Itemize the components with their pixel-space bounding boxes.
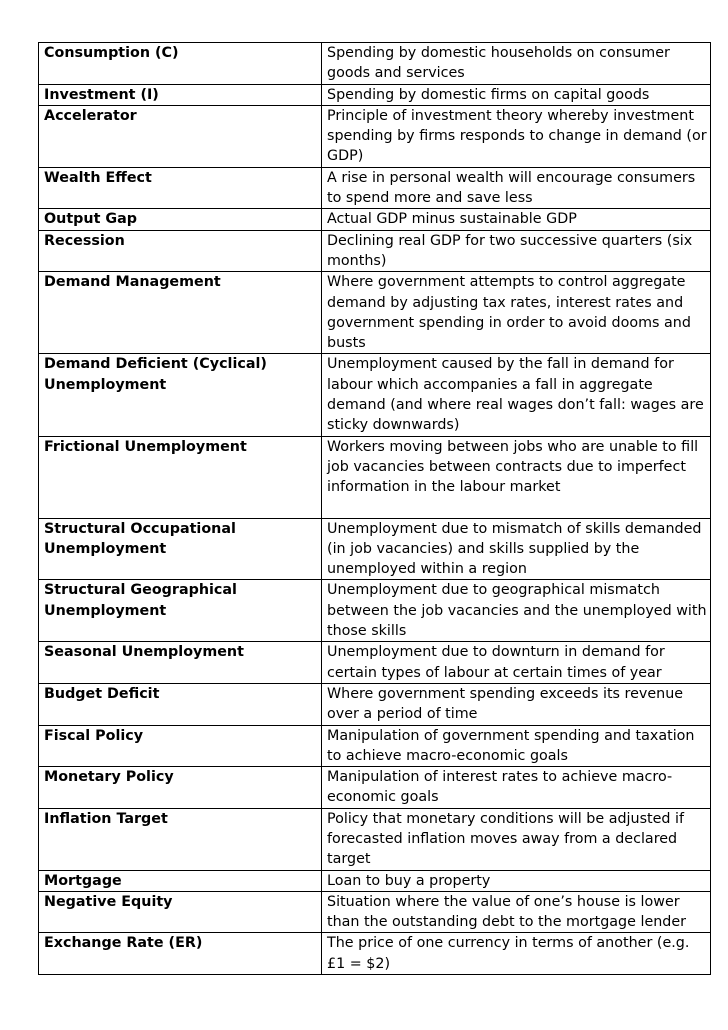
table-row <box>39 642 711 684</box>
table-row <box>39 436 711 518</box>
term-cell: Fiscal Policy <box>39 725 322 767</box>
term-cell: Seasonal Unemployment <box>39 642 322 684</box>
term-cell: Structural Occupational Unemployment <box>39 518 322 580</box>
table-row <box>39 84 711 105</box>
term-cell: Structural Geographical Unemployment <box>39 580 322 642</box>
table-row <box>39 230 711 272</box>
table-row <box>39 580 711 642</box>
glossary-body <box>39 43 711 975</box>
definition-cell: Situation where the value of one’s house is lower than the outstanding debt to the mortgage lender <box>322 891 711 933</box>
term-cell: Inflation Target <box>39 808 322 870</box>
table-row <box>39 167 711 209</box>
definition-cell: Where government attempts to control aggregate demand by adjusting tax rates, interest rates and government spending in order to avoid dooms and busts <box>322 272 711 354</box>
definition-cell: A rise in personal wealth will encourage consumers to spend more and save less <box>322 167 711 209</box>
definition-cell: Spending by domestic households on consumer goods and services <box>322 43 711 85</box>
glossary-table <box>38 42 711 975</box>
term-cell: Output Gap <box>39 209 322 230</box>
definition-cell: Unemployment due to downturn in demand for certain types of labour at certain times of year <box>322 642 711 684</box>
table-row <box>39 870 711 891</box>
term-cell: Demand Management <box>39 272 322 354</box>
table-row <box>39 105 711 167</box>
definition-cell: Unemployment due to geographical mismatch between the job vacancies and the unemployed with those skills <box>322 580 711 642</box>
definition-cell: Manipulation of government spending and taxation to achieve macro-economic goals <box>322 725 711 767</box>
definition-cell: Where government spending exceeds its revenue over a period of time <box>322 683 711 725</box>
definition-cell: Policy that monetary conditions will be adjusted if forecasted inflation moves away from a declared target <box>322 808 711 870</box>
table-row <box>39 683 711 725</box>
term-cell: Monetary Policy <box>39 767 322 809</box>
table-row <box>39 272 711 354</box>
term-cell: Frictional Unemployment <box>39 436 322 518</box>
table-row <box>39 43 711 85</box>
definition-cell: Declining real GDP for two successive quarters (six months) <box>322 230 711 272</box>
definition-cell: Workers moving between jobs who are unable to fill job vacancies between contracts due to imperfect information in the labour market <box>322 436 711 518</box>
term-cell: Consumption (C) <box>39 43 322 85</box>
term-cell: Accelerator <box>39 105 322 167</box>
table-row <box>39 767 711 809</box>
definition-cell: Actual GDP minus sustainable GDP <box>322 209 711 230</box>
table-row <box>39 891 711 933</box>
definition-cell: Manipulation of interest rates to achieve macro-economic goals <box>322 767 711 809</box>
term-cell: Wealth Effect <box>39 167 322 209</box>
definition-cell: Unemployment due to mismatch of skills demanded (in job vacancies) and skills supplied by the unemployed within a region <box>322 518 711 580</box>
term-cell: Investment (I) <box>39 84 322 105</box>
definition-cell: Spending by domestic firms on capital goods <box>322 84 711 105</box>
term-cell: Recession <box>39 230 322 272</box>
table-row <box>39 209 711 230</box>
term-cell: Exchange Rate (ER) <box>39 933 322 975</box>
table-row <box>39 933 711 975</box>
definition-cell: Loan to buy a property <box>322 870 711 891</box>
definition-cell: The price of one currency in terms of another (e.g. £1 = $2) <box>322 933 711 975</box>
table-row <box>39 354 711 436</box>
term-cell: Budget Deficit <box>39 683 322 725</box>
term-cell: Negative Equity <box>39 891 322 933</box>
term-cell: Mortgage <box>39 870 322 891</box>
definition-cell: Principle of investment theory whereby investment spending by firms responds to change in demand (or GDP) <box>322 105 711 167</box>
table-row <box>39 518 711 580</box>
definition-cell: Unemployment caused by the fall in demand for labour which accompanies a fall in aggregate demand (and where real wages don’t fall: wages are sticky downwards) <box>322 354 711 436</box>
table-row <box>39 808 711 870</box>
term-cell: Demand Deficient (Cyclical) Unemployment <box>39 354 322 436</box>
table-row <box>39 725 711 767</box>
